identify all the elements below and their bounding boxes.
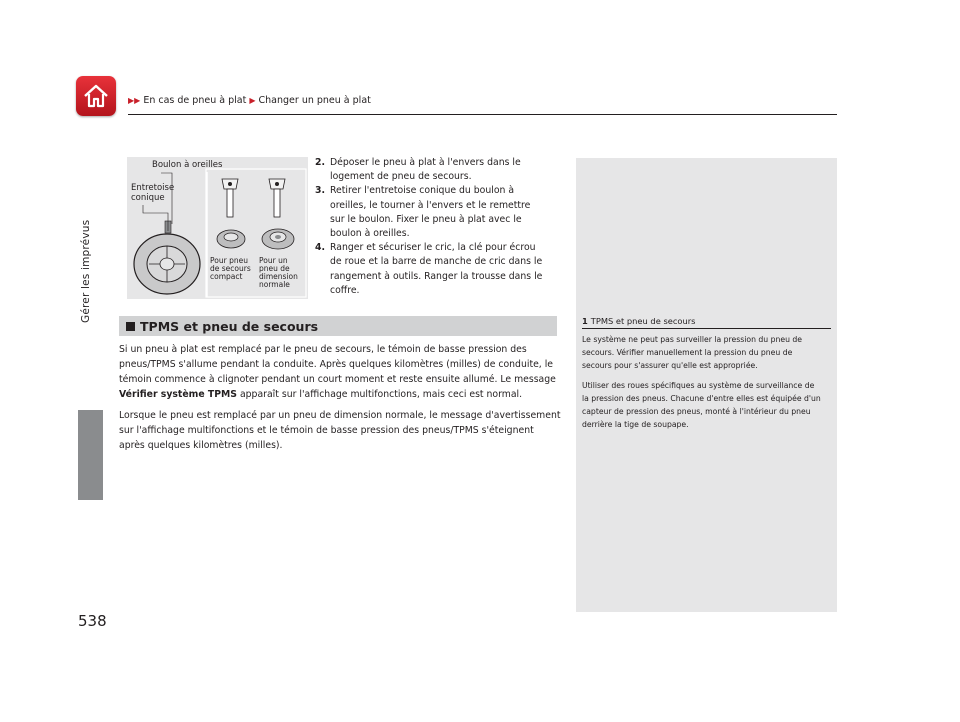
breadcrumb-level2[interactable]: Changer un pneu à plat	[258, 95, 371, 106]
section-header	[119, 316, 557, 336]
label-normal-4: normale	[259, 280, 290, 289]
section-square-icon	[126, 322, 135, 331]
step-item	[315, 241, 547, 298]
breadcrumb-arrow-icon: ▶	[249, 96, 256, 105]
note-paragraph-2: Utiliser des roues spécifiques au système de surveillance de la pression des pneus. Chacune d'entre elles est équipée d'un capteur de pression des pneus, monté à l'intérieur du pneu derrière la tige de soupape.	[582, 381, 821, 429]
label-compact-2: de secours	[210, 264, 251, 273]
page-number: 538	[78, 612, 107, 630]
note-paragraph-1: Le système ne peut pas surveiller la pression du pneu de secours. Vérifier manuellement la pression du pneu de secours pour s'assurer qu'elle est appropriée.	[582, 335, 803, 370]
paragraph-1-text-b: apparaît sur l'affichage multifonctions, mais ceci est normal.	[237, 389, 523, 400]
step-text: Déposer le pneu à plat à l'envers dans le logement de pneu de secours.	[330, 157, 521, 183]
tpms-message: Vérifier système TPMS	[119, 389, 237, 400]
paragraph-2: Lorsque le pneu est remplacé par un pneu de dimension normale, le message d'avertissement sur l'affichage multifonctions et le témoin de basse pression des pneus/TPMS s'éteignent après quelques kilomètres (milles).	[119, 410, 561, 451]
home-icon	[82, 82, 110, 110]
label-compact-3: compact	[210, 272, 243, 281]
note-header	[582, 316, 831, 326]
breadcrumb	[128, 95, 371, 106]
spare-tire-figure	[127, 157, 308, 299]
procedure-steps	[315, 156, 547, 298]
home-button[interactable]	[76, 76, 116, 116]
step-text: Retirer l'entretoise conique du boulon à oreilles, le tourner à l'envers et le remettre sur le boulon. Fixer le pneu à plat avec le boulon à oreilles.	[330, 185, 531, 240]
step-text: Ranger et sécuriser le cric, la clé pour écrou de roue et la barre de manche de cric dans le rangement à outils. Ranger la trousse dans le coffre.	[330, 242, 543, 296]
note-ref-number: 1	[582, 316, 588, 326]
label-spacer-1: Entretoise	[131, 183, 175, 193]
step-number: 3.	[315, 185, 326, 197]
chapter-tab[interactable]	[78, 410, 103, 500]
label-spacer-2: conique	[131, 193, 165, 203]
label-normal-2: pneu de	[259, 264, 290, 273]
step-number: 2.	[315, 157, 326, 168]
paragraph-1-text-a: Si un pneu à plat est remplacé par le pneu de secours, le témoin de basse pression des pneus/TPMS s'allume pendant la conduite. Après quelques kilomètres (milles) de conduite, le témoin commence à clignoter pendant un court moment et reste ensuite allumé. Le message	[119, 344, 556, 385]
note-title[interactable]: TPMS et pneu de secours	[590, 316, 696, 326]
section-title: TPMS et pneu de secours	[140, 318, 319, 334]
label-compact-1: Pour pneu	[210, 256, 248, 265]
breadcrumb-arrow-icon: ▶▶	[128, 96, 141, 105]
note-sidebar	[576, 158, 837, 612]
chapter-label: Gérer les imprévus	[80, 220, 92, 324]
label-normal-3: dimension	[259, 272, 298, 281]
paragraph-1	[119, 342, 561, 402]
step-item	[315, 156, 547, 184]
step-item	[315, 184, 547, 241]
note-divider	[582, 328, 831, 329]
label-normal-1: Pour un	[259, 256, 288, 265]
breadcrumb-level1[interactable]: En cas de pneu à plat	[143, 95, 247, 106]
header-divider	[128, 114, 837, 115]
step-number: 4.	[315, 242, 326, 254]
label-wing-bolt: Boulon à oreilles	[152, 160, 223, 170]
